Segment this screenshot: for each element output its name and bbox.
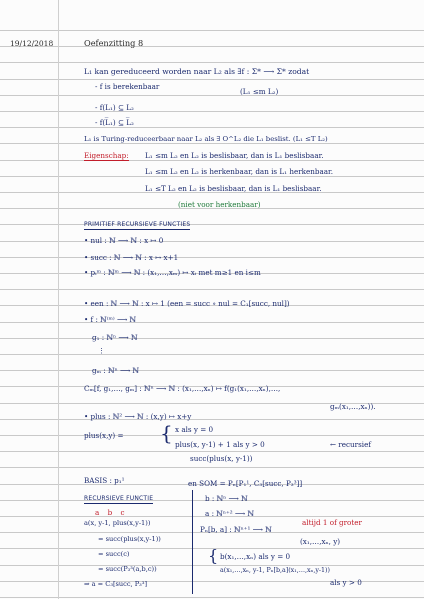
brace: { — [160, 421, 173, 445]
ruled-line — [0, 565, 424, 566]
succ-def: • succ : ℕ ⟶ ℕ : x ↦ x+1 — [84, 253, 179, 262]
turing-def: L₁ is Turing-reduceerbaar naar L₂ als ∃ O^L₂ die L₁ beslist. (L₁ ≤T L₂) — [84, 135, 328, 143]
left-5: ⇒ a = C₃[succ, P₃³] — [84, 580, 148, 588]
plus-case1: x als y = 0 — [175, 425, 214, 434]
def-item1: - f is berekenbaar — [95, 82, 160, 91]
abc-labels: a b c — [95, 508, 128, 517]
pn-case-a: a(x₁,…,xₙ, y-1, Pₙ[b,a](x₁,…,xₙ,y-1)) — [220, 567, 330, 574]
ruled-line — [0, 322, 424, 323]
pn-case-b: b(x₁,…,xₙ) als y = 0 — [220, 552, 291, 561]
plus-def: • plus : ℕ² ⟶ ℕ : (x,y) ↦ x+y — [84, 412, 192, 421]
ruled-line — [0, 289, 424, 290]
def-item1-note: (L₁ ≤m L₂) — [240, 87, 279, 96]
property-note: (niet voor herkenbaar) — [178, 200, 261, 209]
vertical-divider — [192, 490, 193, 594]
gm-def: gₘ : ℕⁿ ⟶ ℕ — [92, 366, 140, 375]
margin-line — [58, 0, 59, 599]
plus-recursive: plus(x,y) = — [84, 431, 124, 440]
ruled-line — [0, 176, 424, 177]
ruled-line — [0, 95, 424, 96]
left-4: = succ(P₃³(a,b,c)) — [98, 565, 157, 573]
proj-def: • pᵢᵐ : ℕᵐ ⟶ ℕ : (x₁,…,xₘ) ↦ xᵢ met m≥1 en i≤m — [84, 268, 261, 277]
ruled-line — [0, 30, 424, 31]
ruled-line — [0, 62, 424, 63]
def-item2: - f(L₁) ⊆ L₂ — [95, 103, 134, 112]
plus-case2b: succ(plus(x, y-1)) — [190, 454, 253, 463]
pn-map: (x₁,…,xₙ, y) — [300, 537, 341, 546]
een-def: • een : ℕ ⟶ ℕ : x ↦ 1 (een = succ ∘ nul = C₁[succ, nul]) — [84, 299, 290, 308]
date: 19/12/2018 — [10, 39, 54, 48]
pn-def: Pₙ[b, a] : ℕⁿ⁺¹ ⟶ ℕ — [200, 525, 272, 534]
property-line3: L₁ ≤T L₂ en L₂ is beslisbaar, dan is L₁ beslisbaar. — [145, 184, 322, 193]
def-line1: L₁ kan gereduceerd worden naar L₂ als ∃f : Σ* ⟶ Σ* zodat — [84, 67, 310, 76]
page-title: Oefenzitting 8 — [84, 38, 144, 48]
basis: BASIS : p₁¹ — [84, 476, 125, 485]
property-line1: L₁ ≤m L₂ en L₂ is beslisbaar, dan is L₁ beslisbaar. — [145, 151, 324, 160]
cm-def: Cₘ[f, g₁,…, gₘ] : ℕⁿ ⟶ ℕ : (x₁,…,xₙ) ↦ f(g₁(x₁,…,xₙ),…, — [84, 384, 281, 393]
property-label: Eigenschap: — [84, 151, 129, 160]
ruled-line — [0, 597, 424, 598]
ruled-line — [0, 241, 424, 242]
cm-def-2: gₘ(x₁,…,xₙ)). — [330, 402, 376, 411]
ruled-line — [0, 467, 424, 468]
pn-case-a2: als y > 0 — [330, 578, 362, 587]
property-line2: L₁ ≤m L₂ en L₂ is herkenbaar, dan is L₁ herkenbaar. — [145, 167, 333, 176]
ruled-line — [0, 435, 424, 436]
a-def: a : ℕⁿ⁺² ⟶ ℕ — [205, 509, 255, 518]
f-def: • f : ℕ⁽ᵐ⁾ ⟶ ℕ — [84, 315, 137, 324]
pn-note: altijd 1 of groter — [302, 518, 362, 527]
plus-case2: plus(x, y-1) + 1 als y > 0 — [175, 440, 265, 449]
ruled-line — [0, 257, 424, 258]
ruled-line — [0, 46, 424, 47]
som-def: en SOM = Pₙ[P₁¹, C₃[succ, P₃³]] — [188, 479, 303, 488]
ruled-line — [0, 111, 424, 112]
section-heading: PRIMITIEF RECURSIEVE FUNCTIES — [84, 221, 191, 228]
def-item3: - f(L̅₁) ⊆ L̅₂ — [95, 118, 134, 127]
ruled-line — [0, 127, 424, 128]
ruled-line — [0, 224, 424, 225]
ruled-line — [0, 79, 424, 80]
ruled-line — [0, 354, 424, 355]
recursief-note: ← recursief — [330, 440, 371, 449]
ruled-line — [0, 338, 424, 339]
b-def: b : ℕⁿ ⟶ ℕ — [205, 494, 248, 503]
ruled-line — [0, 419, 424, 420]
dots: ⋮ — [98, 346, 106, 355]
ruled-line — [0, 451, 424, 452]
nul-def: • nul : ℕ ⟶ ℕ : x ↦ 0 — [84, 236, 164, 245]
g1-def: g₁ : ℕⁿ ⟶ ℕ — [92, 333, 138, 342]
brace-2: { — [208, 546, 219, 565]
left-1: a(x, y-1, plus(x,y-1)) — [84, 519, 151, 527]
ruled-line — [0, 160, 424, 161]
ruled-line — [0, 370, 424, 371]
left-2: = succ(plus(x,y-1)) — [98, 535, 161, 543]
recursive-heading: RECURSIEVE FUNCTIE — [84, 495, 154, 502]
left-3: = succ(c) — [98, 550, 130, 558]
